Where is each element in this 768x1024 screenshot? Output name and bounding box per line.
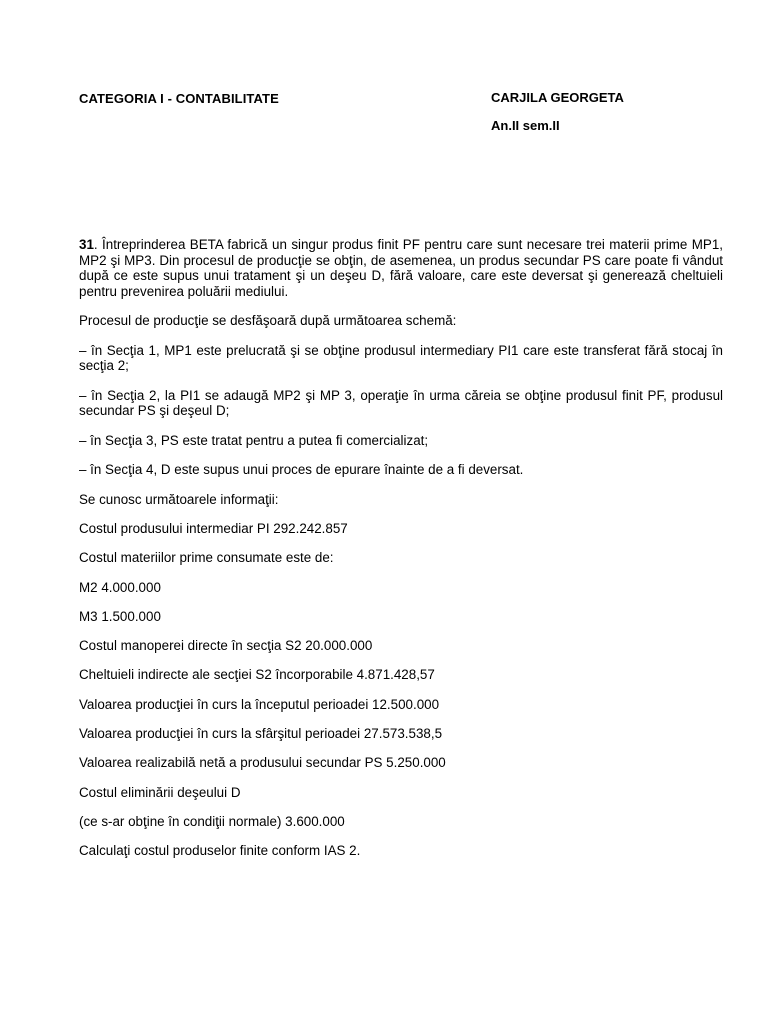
process-step: – în Secţia 4, D este supus unui proces de epurare înainte de a fi deversat. (79, 462, 524, 477)
info-line: Costul manoperei directe în secţia S2 20.000.000 (79, 638, 373, 654)
info-line: Calculaţi costul produselor finite conform IAS 2. (79, 843, 361, 859)
info-line: M2 4.000.000 (79, 579, 161, 595)
info-heading: Se cunosc următoarele informaţii: (79, 491, 279, 507)
info-list (79, 521, 723, 859)
problem-intro-text: . Întreprinderea BETA fabrică un singur produs finit PF pentru care sunt necesare trei materii prime MP1, MP2 şi MP3. Din procesul de producţie se obţin, de asemenea, un produs secundar PS care poate fi vândut după ce este supus unui tratament şi un deşeu D, fără valoare, care este deversat şi generează cheltuieli pentru prevenirea poluării mediului. (79, 237, 723, 299)
problem-number: 31 (79, 237, 94, 252)
process-step: – în Secţia 2, la PI1 se adaugă MP2 şi MP 3, operaţie în urma căreia se obţine produsul finit PF, produsul secundar PS şi deşeul D; (79, 387, 723, 418)
info-line: Costul produsului intermediar PI 292.242.857 (79, 521, 348, 536)
process-step: – în Secţia 1, MP1 este prelucrată şi se obţine produsul intermediary PI1 care este transferat fără stocaj în secţia 2; (79, 342, 723, 373)
author-name: CARJILA GEORGETA (491, 90, 624, 105)
info-line: Costul eliminării deşeului D (79, 784, 241, 800)
info-line: M3 1.500.000 (79, 608, 161, 624)
info-line: Valoarea producţiei în curs la începutul perioadei 12.500.000 (79, 696, 440, 712)
info-line: Cheltuieli indirecte ale secţiei S2 încorporabile 4.871.428,57 (79, 667, 435, 683)
info-line: Costul materiilor prime consumate este de: (79, 550, 334, 566)
info-line: (ce s-ar obţine în condiţii normale) 3.600.000 (79, 813, 345, 829)
process-step: – în Secţia 3, PS este tratat pentru a putea fi comercializat; (79, 432, 429, 448)
year-semester: An.II sem.II (491, 118, 560, 133)
author-block (491, 84, 624, 140)
category-heading: CATEGORIA I - CONTABILITATE (79, 91, 279, 106)
problem-body (79, 237, 723, 873)
info-line: Valoarea realizabilă netă a produsului secundar PS 5.250.000 (79, 755, 446, 771)
info-line: Valoarea producţiei în curs la sfârşitul perioadei 27.573.538,5 (79, 726, 443, 742)
process-heading: Procesul de producţie se desfăşoară după următoarea schemă: (79, 313, 457, 328)
problem-intro (79, 237, 723, 299)
